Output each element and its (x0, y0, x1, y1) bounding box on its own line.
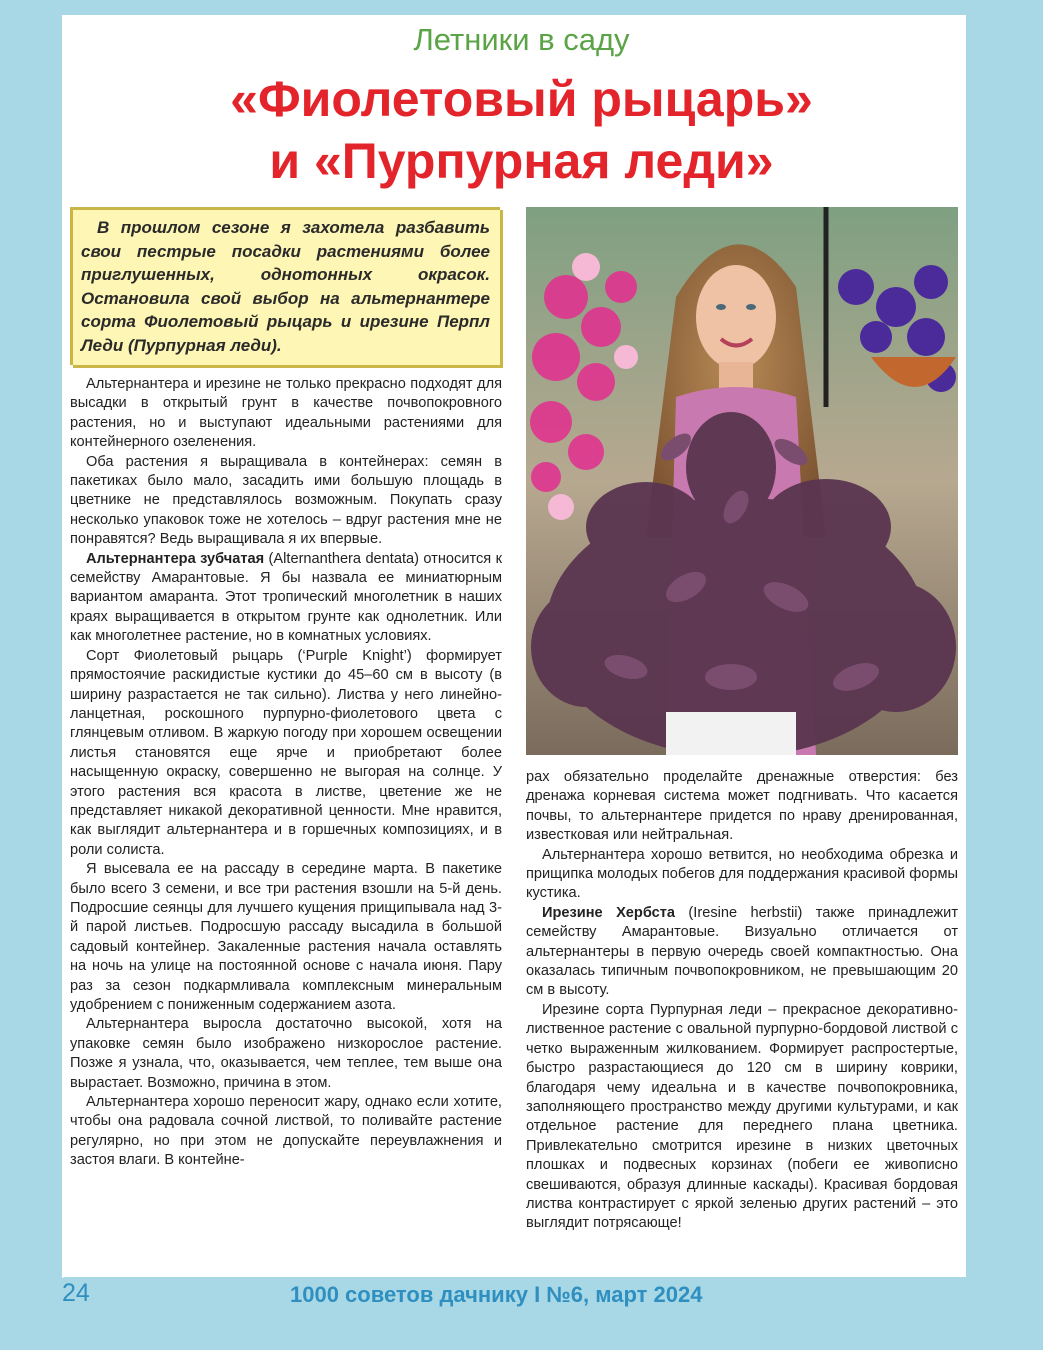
text-column-left (70, 375, 502, 1171)
title-line-1: «Фиолетовый рыцарь» (230, 71, 813, 127)
paragraph (70, 550, 502, 647)
paragraph: рах обязательно проделайте дренажные отверстия: без дренажа корневая система может подгнивать. Что касается почвы, то альтернантере придется по нраву дренированная, известковая или нейтральная. (526, 769, 958, 844)
lead-box (70, 207, 500, 365)
photo-illustration (526, 207, 958, 755)
paragraph: Ирезине сорта Пурпурная леди – прекрасное декоративно-лиственное растение с овальной пурпурно-бордовой листвой с четко выраженным жилкованием. Формирует распростертые, быстро разрастающиеся до 120 см в ширину коврики, благодаря чему идеальна и в качестве почвопокровника, заполняющего пространство между другими культурами, и как отдельное растение для переднего плана цветника. Привлекательно смотрится ирезине в низких цветочных плошках и подвесных корзинах (побеги ее живописно свешиваются, образуя длинные каскады). Красивая бордовая листва контрастирует с яркой зеленью других растений – это выглядит потрясающе! (526, 1001, 958, 1232)
paragraph-text: (Alternanthera dentata) относится к семейству Амарантовые. Я бы назвала ее миниатюрным вариантом амаранта. Этот тропический многолетник в наших краях выращивается в открытом грунте как однолетник. Или как многолетнее растение, но в комнатных условиях. (70, 550, 503, 645)
paragraph: Альтернантера хорошо переносит жару, однако если хотите, чтобы она радовала сочной листвой, то поливайте растение регулярно, но при этом не допускайте переувлажнения и застоя влаги. В контейне- (70, 1094, 502, 1169)
paragraph: Альтернантера выросла достаточно высокой, хотя на упаковке семян было изображено низкорослое растение. Позже я узнала, что, оказывается, чем теплее, тем выше она вырастает. Возможно, причина в этом. (70, 1016, 502, 1091)
lead-text: В прошлом сезоне я захотела разбавить свои пестрые посадки растениями более приглушенных, однотонных окрасок. Остановила свой выбор на альтернантере сорта Фиолетовый рыцарь и ирезине Перпл Леди (Пурпурная леди). (81, 218, 490, 355)
title-line-2: и «Пурпурная леди» (269, 133, 774, 189)
paragraph: Сорт Фиолетовый рыцарь (‘Purple Knight’) формирует прямостоячие раскидистые кустики до 45–60 см в высоту (в ширину разрастается не так сильно). Листва у него линейно-ланцетная, роскошного пурпурно-фиолетового цвета с глянцевым отливом. В жаркую погоду при хорошем освещении листья становятся еще ярче и приобретают более насыщенную окраску, совершенно не выгорая на солнце. У этого растения вся красота в листве, цветение же не представляет никакой декоративной ценности. Мне нравится, как выглядит альтернантера и в горшечных композициях, и в роли солиста. (70, 647, 502, 858)
plant-name: Альтернантера зубчатая (86, 550, 265, 567)
plant-name: Ирезине Хербста (542, 904, 676, 921)
paragraph: Оба растения я выращивала в контейнерах: семян в пакетиках было мало, засадить ими большую площадь в цветнике не представлялось возможным. Покупать сразу несколько упаковок тоже не хотелось – вдруг растения мне не понравятся? Ведь выращивала я их впервые. (70, 453, 502, 548)
text-column-right (526, 768, 958, 1234)
section-rubric: Летники в саду (413, 22, 630, 57)
magazine-footer: 1000 советов дачнику I №6, март 2024 (290, 1282, 703, 1307)
page-corner (62, 1262, 102, 1278)
paragraph (526, 904, 958, 1001)
paragraph: Альтернантера хорошо ветвится, но необходима обрезка и прищипка молодых побегов для поддержания красивой формы кустика. (526, 846, 958, 902)
paragraph-text: (Iresine herbstii) также принадлежит семейству Амарантовые. Визуально отличается от альтернантеры в первую очередь своей компактностью. Она оказалась типичным почвопокровником, не превышающим 20 см в высоту. (526, 904, 958, 999)
paragraph: Я высевала ее на рассаду в середине марта. В пакетике было всего 3 семени, и все три растения взошли на 5-й день. Подросшие сеянцы для лучшего кущения прищипывала над 3-й парой листьев. Подросшую рассаду высадила в большой садовый контейнер. Закаленные растения начала оставлять на ночь на улице на постоянной основе с начала июня. Пару раз за сезон подкармливала комплексным минеральным удобрением с пониженным содержанием азота. (70, 861, 502, 1013)
paragraph: Альтернантера и ирезине не только прекрасно подходят для высадки в открытый грунт в качестве почвопокровного растения, но и выступают идеальными растениями для контейнерного озеленения. (70, 376, 502, 451)
page-number: 24 (62, 1279, 90, 1307)
article-photo (526, 207, 958, 755)
article-title (0, 68, 1043, 192)
